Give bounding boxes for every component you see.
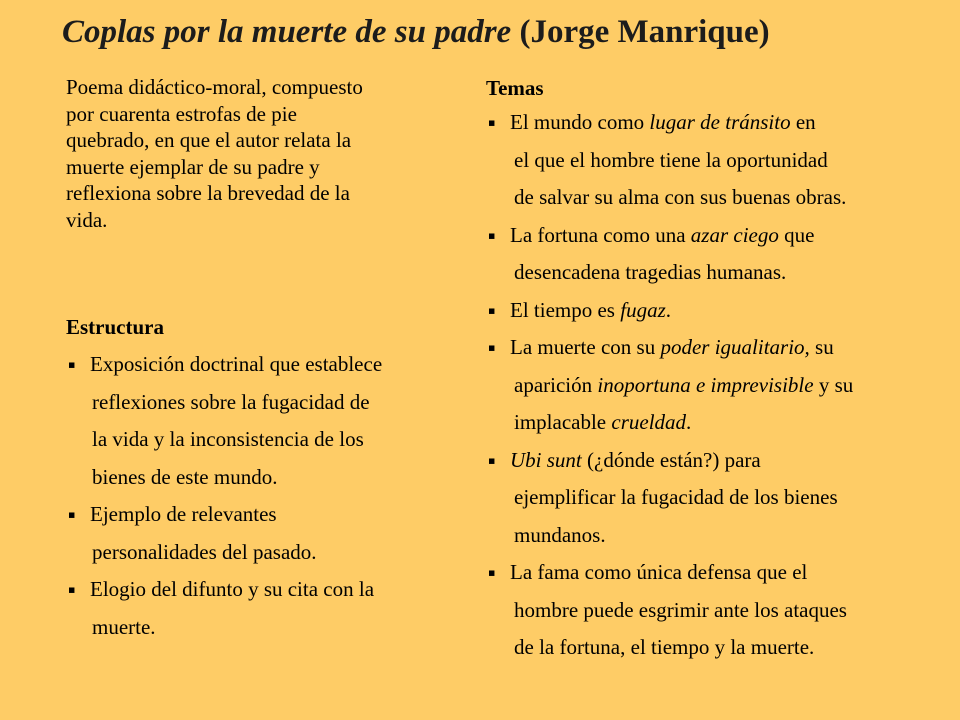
- temas-heading: Temas: [486, 76, 544, 100]
- intro-line: por cuarenta estrofas de pie: [66, 101, 297, 126]
- text-run: La fama como única defensa que el: [510, 560, 808, 584]
- tema-item-line: [510, 592, 956, 630]
- text-run: hombre puede esgrimir ante los ataques: [514, 597, 847, 622]
- tema-item: [486, 104, 956, 217]
- estructura-item: [66, 571, 486, 646]
- title-author: (Jorge Manrique): [519, 14, 770, 50]
- estructura-item-line: Elogio del difunto y su cita con la: [90, 577, 375, 601]
- tema-item-line: [510, 479, 956, 517]
- estructura-item-line: Ejemplo de relevantes: [90, 502, 277, 526]
- text-run: implacable: [514, 410, 612, 434]
- tema-item-line: [510, 554, 956, 592]
- italic-run: poder igualitario,: [660, 335, 810, 359]
- estructura-item-line: bienes de este mundo.: [92, 464, 278, 489]
- text-run: La muerte con su: [510, 335, 661, 359]
- text-run: El mundo como: [510, 110, 650, 134]
- text-run: La fortuna como una: [510, 222, 691, 247]
- estructura-item-line: Exposición doctrinal que establece: [90, 352, 383, 376]
- text-run: ejemplificar la fugacidad de los bienes: [514, 485, 838, 509]
- square-bullet-icon: ▪: [488, 228, 496, 242]
- tema-item-line: [510, 104, 956, 142]
- tema-item-line: [510, 629, 956, 667]
- text-run: su: [809, 335, 834, 359]
- text-run: .: [686, 410, 692, 434]
- tema-item-line: [510, 142, 956, 180]
- tema-item-line: [510, 329, 956, 367]
- tema-item-line: [510, 217, 956, 255]
- tema-item-line: [510, 404, 956, 442]
- tema-item: [486, 292, 956, 330]
- estructura-item-line: personalidades del pasado.: [92, 539, 317, 564]
- estructura-item: [66, 496, 486, 571]
- italic-run: inoportuna e imprevisible: [597, 372, 814, 397]
- square-bullet-icon: ▪: [488, 303, 496, 317]
- estructura-item-line: muerte.: [92, 614, 156, 639]
- text-run: desencadena tragedias humanas.: [514, 260, 787, 284]
- italic-run: crueldad: [611, 410, 687, 434]
- text-run: El tiempo es: [510, 297, 621, 322]
- italic-run: lugar de tránsito: [649, 110, 791, 134]
- square-bullet-icon: ▪: [68, 583, 76, 596]
- estructura-item: [66, 346, 486, 496]
- tema-item-line: [510, 442, 956, 480]
- intro-line: reflexiona sobre la brevedad de la: [66, 181, 350, 205]
- italic-run: azar ciego: [690, 222, 779, 247]
- square-bullet-icon: ▪: [488, 341, 496, 354]
- text-run: aparición: [514, 372, 598, 397]
- temas-list: [486, 104, 956, 667]
- temas-section: [486, 74, 956, 667]
- intro-line: Poema didáctico-moral, compuesto: [66, 75, 363, 99]
- estructura-heading: Estructura: [66, 315, 164, 339]
- text-run: (¿dónde están?) para: [581, 447, 761, 472]
- italic-run: fugaz: [620, 297, 666, 322]
- text-run: de salvar su alma con sus buenas obras.: [514, 185, 847, 209]
- italic-run: Ubi sunt: [510, 447, 582, 472]
- text-run: de la fortuna, el tiempo y la muerte.: [514, 635, 815, 659]
- estructura-item-line: reflexiones sobre la fugacidad de: [92, 389, 370, 414]
- intro-paragraph: [66, 74, 486, 233]
- tema-item: [486, 329, 956, 442]
- text-run: .: [665, 297, 671, 322]
- square-bullet-icon: ▪: [488, 566, 496, 579]
- text-run: que: [778, 222, 815, 247]
- tema-item-line: [510, 367, 956, 405]
- tema-item: [486, 442, 956, 555]
- tema-item-line: [510, 517, 956, 555]
- intro-line: muerte ejemplar de su padre y: [66, 154, 320, 179]
- tema-item-line: [510, 179, 956, 217]
- tema-item-line: [510, 292, 956, 330]
- square-bullet-icon: ▪: [488, 453, 496, 467]
- text-run: mundanos.: [514, 522, 606, 547]
- text-run: el que el hombre tiene la oportunidad: [514, 147, 828, 172]
- estructura-item-line: la vida y la inconsistencia de los: [92, 427, 364, 451]
- tema-item: [486, 554, 956, 667]
- intro-line: quebrado, en que el autor relata la: [66, 128, 352, 152]
- text-run: en: [790, 110, 816, 134]
- intro-line: vida.: [66, 207, 108, 232]
- estructura-section: [66, 312, 486, 646]
- text-run: y su: [813, 372, 854, 397]
- page-title: [62, 12, 770, 52]
- tema-item: [486, 217, 956, 292]
- tema-item-line: [510, 254, 956, 292]
- square-bullet-icon: ▪: [68, 358, 76, 371]
- square-bullet-icon: ▪: [488, 116, 496, 129]
- estructura-list: [66, 346, 486, 646]
- square-bullet-icon: ▪: [68, 508, 76, 521]
- title-work: Coplas por la muerte de su padre: [62, 14, 512, 50]
